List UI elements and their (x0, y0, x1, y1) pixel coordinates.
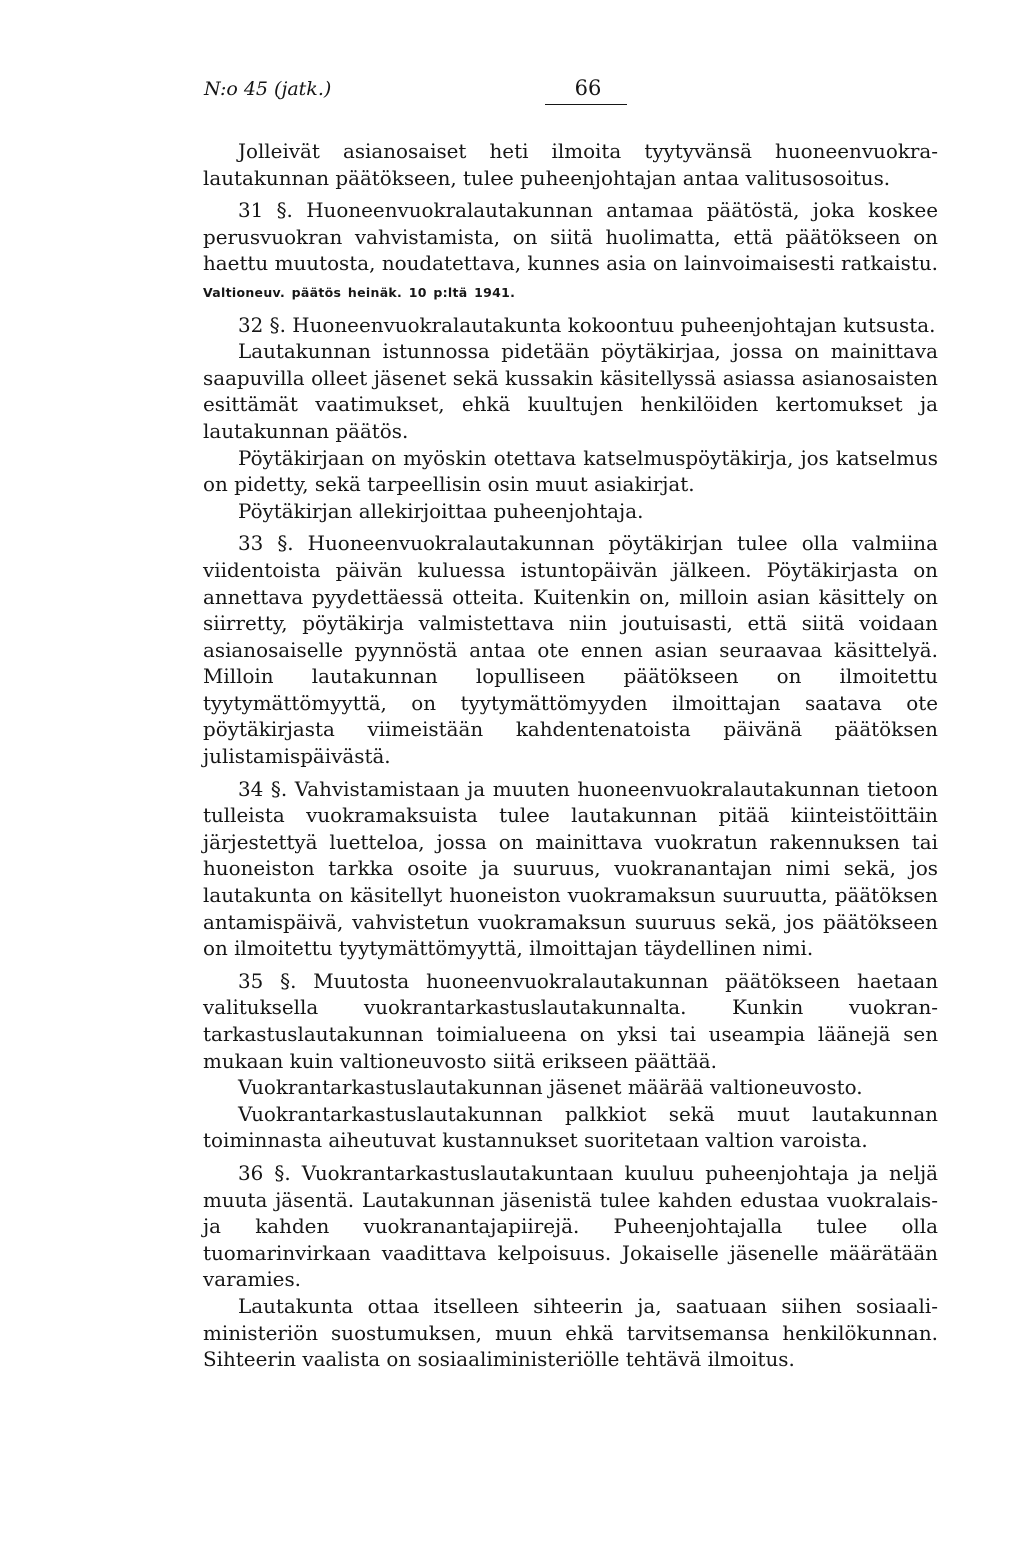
document-body (203, 139, 938, 1374)
section-text: Huoneenvuokralautakunta kokoontuu puheenjohtajan kutsusta. (292, 313, 936, 337)
section-31 (203, 198, 938, 306)
section-text: Muutosta huoneenvuokralautakunnan päätökseen haetaan valituksella vuokrantarkastuslautakunnalta. Kunkin vuokrantarkastuslautakunnan toimialueena on yksi tai useampia läänejä sen mukaan kuin valtioneuvosto siitä erikseen päättää. (203, 969, 939, 1073)
paragraph: Lautakunnan istunnossa pidetään pöytäkirjaa, jossa on mainittava saapuvilla olleet jäsenet sekä kussakin käsitellyssä asiassa asianosaisten esittämät vaatimukset, ehkä kuultujen henkilöiden kertomukset ja lautakunnan päätös. (203, 340, 938, 443)
paragraph: Vuokrantarkastuslautakunnan palkkiot sekä muut lautakunnan toiminnasta aiheutuvat kustannukset suoritetaan valtion varoista. (203, 1102, 938, 1153)
section-32 (203, 313, 938, 340)
section-34 (203, 777, 938, 963)
issue-label: N:o 45 (jatk.) (204, 78, 332, 100)
section-number: 35 §. (238, 969, 297, 993)
section-text: Vahvistamistaan ja muuten huoneenvuokralautakunnan tietoon tulleista vuokramaksuista tulee lautakunnan pitää kiinteistöittäin järjestettyä luetteloa, jossa on mainittava vuokratun rakennuksen tai huoneiston tarkka osoite ja suuruus, vuokranantajan nimi sekä, jos lautakunta on käsitellyt huoneiston vuokramaksun suuruutta, päätöksen antamispäivä, vahvistetun vuokramaksun suuruus sekä, jos päätökseen on ilmoitettu tyytymättömyyttä, ilmoittajan täydellinen nimi. (203, 777, 939, 961)
header-rule (545, 104, 627, 105)
section-text: Vuokrantarkastuslautakuntaan kuuluu puheenjohtaja ja neljä muuta jäsentä. Lautakunnan jäsenistä tulee kahden edustaa vuokralais- ja kahden vuokranantajapiirejä. Puheenjohtajalla tulee olla tuomarinvirkaan vaadittava kelpoisuus. Jokaiselle jäsenelle määrätään varamies. (203, 1161, 938, 1292)
section-33 (203, 531, 938, 770)
section-35 (203, 969, 938, 1075)
paragraph: Pöytäkirjaan on myöskin otettava katselmuspöytäkirja, jos katselmus on pidetty, sekä tarpeellisin osin muut asiakirjat. (203, 446, 938, 497)
section-text: Huoneenvuokralautakunnan pöytäkirjan tulee olla valmiina viidentoista päivän kuluessa istuntopäivän jälkeen. Pöytäkirjasta on annettava pyydettäessä otteita. Kuitenkin on, milloin asian käsittely on siirretty, pöytäkirja valmistettava niin joutuisasti, että siitä voidaan asianosaiselle pyynnöstä antaa ote ennen asian seuraavaa käsittelyä. Milloin lautakunnan lopulliseen päätökseen on ilmoitettu tyytymättömyyttä, on tyytymättömyyden ilmoittajan saatava ote pöytäkirjasta viimeistään kahdentenatoista päivänä päätöksen julistamispäivästä. (203, 532, 938, 769)
section-text: Huoneenvuokralautakunnan antamaa päätöstä, joka koskee perusvuokran vahvistamista, on siitä huolimatta, että päätökseen on haettu muutosta, noudatettava, kunnes asia on lainvoimaisesti ratkaistu. (203, 199, 938, 276)
paragraph: Jolleivät asianosaiset heti ilmoita tyytyvänsä huoneenvuokralautakunnan päätökseen, tulee puheenjohtajan antaa valitusosoitus. (203, 140, 938, 190)
page-number: 66 (574, 76, 602, 100)
section-36 (203, 1161, 938, 1294)
paragraph: Lautakunta ottaa itselleen sihteerin ja, saatuaan siihen sosiaaliministeriön suostumuksen, muun ehkä tarvitsemansa henkilökunnan. Sihteerin vaalista on sosiaaliministeriölle tehtävä ilmoitus. (203, 1294, 938, 1372)
section-number: 36 §. (238, 1161, 291, 1185)
section-number: 31 §. (238, 199, 293, 223)
paragraph: Pöytäkirjan allekirjoittaa puheenjohtaja. (238, 499, 644, 523)
section-number: 32 §. (238, 313, 286, 337)
section-number: 34 §. (238, 777, 288, 801)
section-number: 33 §. (238, 532, 294, 556)
source-note: Valtioneuv. päätös heinäk. 10 p:ltä 1941. (203, 284, 516, 300)
paragraph: Vuokrantarkastuslautakunnan jäsenet määrää valtioneuvosto. (238, 1076, 863, 1100)
